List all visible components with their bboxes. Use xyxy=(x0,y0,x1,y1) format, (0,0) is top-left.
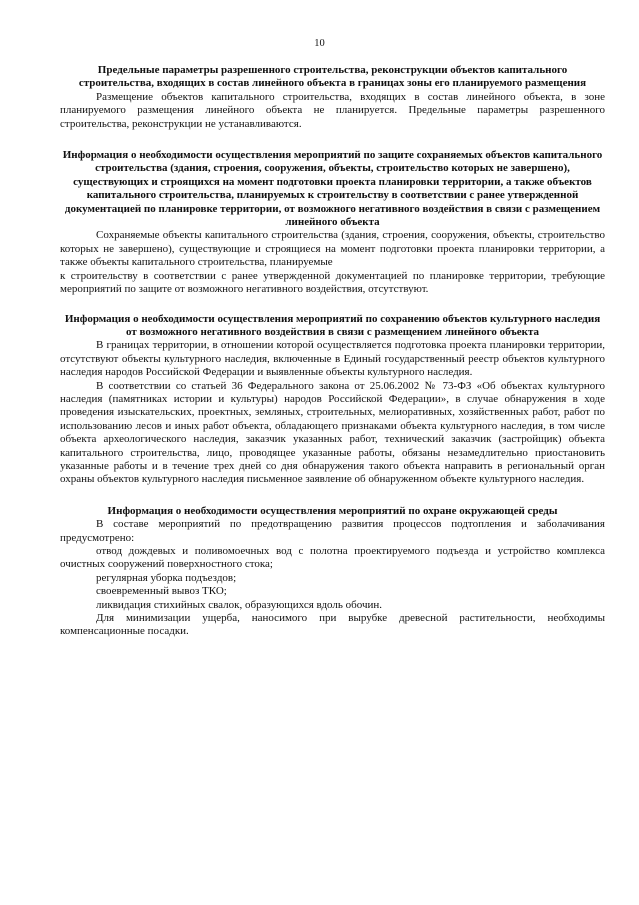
section-paragraph: Для минимизации ущерба, наносимого при вырубке древесной растительности, необходимы компенсационные посадки. xyxy=(60,612,605,638)
section-construction-parameters xyxy=(60,64,605,131)
section-paragraph: ликвидация стихийных свалок, образующихся вдоль обочин. xyxy=(96,598,383,611)
section-heading: Предельные параметры разрешенного строительства, реконструкции объектов капитального строительства, входящих в состав линейного объекта в границах зоны его планируемого размещения xyxy=(78,64,587,90)
section-paragraph: регулярная уборка подъездов; xyxy=(96,571,237,584)
section-environment xyxy=(60,505,605,639)
page-number: 10 xyxy=(314,38,325,49)
section-heading: Информация о необходимости осуществления мероприятий по охране окружающей среды xyxy=(107,504,558,517)
section-heading: Информация о необходимости осуществления мероприятий по сохранению объектов культурного наследия от возможного негативного воздействия в связи с размещением линейного объекта xyxy=(64,312,601,338)
section-paragraph: Размещение объектов капитального строительства, входящих в состав линейного объекта, в зоне планируемого размещения линейного объекта не планируется. Предельные параметры разрешенного строительства, реконструкции не устанавливаются. xyxy=(60,90,605,130)
section-protection-of-objects xyxy=(60,149,605,296)
section-paragraph: Сохраняемые объекты капитального строительства (здания, строения, сооружения, объекты, строительство которых не завершено), существующие и строящиеся на момент подготовки проекта планировки территории, а также объекты капитального строительства, планируемые xyxy=(60,229,605,269)
section-paragraph: отвод дождевых и поливомоечных вод с полотна проектируемого подъезда и устройство комплекса очистных сооружений поверхностного стока; xyxy=(60,545,605,571)
section-paragraph: В составе мероприятий по предотвращению развития процессов подтопления и заболачивания предусмотрено: xyxy=(60,518,605,544)
section-paragraph: к строительству в соответствии с ранее утвержденной документацией по планировке территории, требующие мероприятий по защите от возможного негативного воздействия, отсутствуют. xyxy=(60,269,605,296)
section-cultural-heritage xyxy=(60,313,605,487)
section-paragraph: своевременный вывоз ТКО; xyxy=(96,585,227,598)
document-content xyxy=(60,64,605,639)
section-paragraph: В соответствии со статьей 36 Федерального закона от 25.06.2002 № 73-ФЗ «Об объектах культурного наследия (памятниках истории и культуры) народов Российской Федерации», в случае обнаружения в ходе проведения изыскательских, проектных, земляных, строительных, мелиоративных, хозяйственных работ, работ по использованию лесов и иных работ объекта, обладающего признаками объекта культурного наследия, в том числе объекта археологического наследия, заказчик указанных работ, технический заказчик (застройщик) объекта капитального строительства, лицо, проводящее указанные работы, обязаны незамедлительно приостановить указанные работы и в течение трех дней со дня обнаружения такого объекта направить в региональный орган охраны объектов культурного наследия письменное заявление об обнаруженном объекте культурного наследия. xyxy=(60,379,605,486)
section-paragraph: В границах территории, в отношении которой осуществляется подготовка проекта планировки территории, отсутствуют объекты культурного наследия, включенные в Единый государственный реестр объектов культурного наследия народов Российской Федерации и выявленные объекты культурного наследия. xyxy=(60,339,605,379)
section-heading: Информация о необходимости осуществления мероприятий по защите сохраняемых объектов капитального строительства (здания, строения, сооружения, объекты, строительство которых не завершено), существующих и строящихся на момент подготовки проекта планировки территории, а также объектов капитального строительства, планируемых к строительству в соответствии с ранее утвержденной документацией по планировке территории, от возможного негативного воздействия в связи с размещением линейного объекта xyxy=(62,149,603,229)
